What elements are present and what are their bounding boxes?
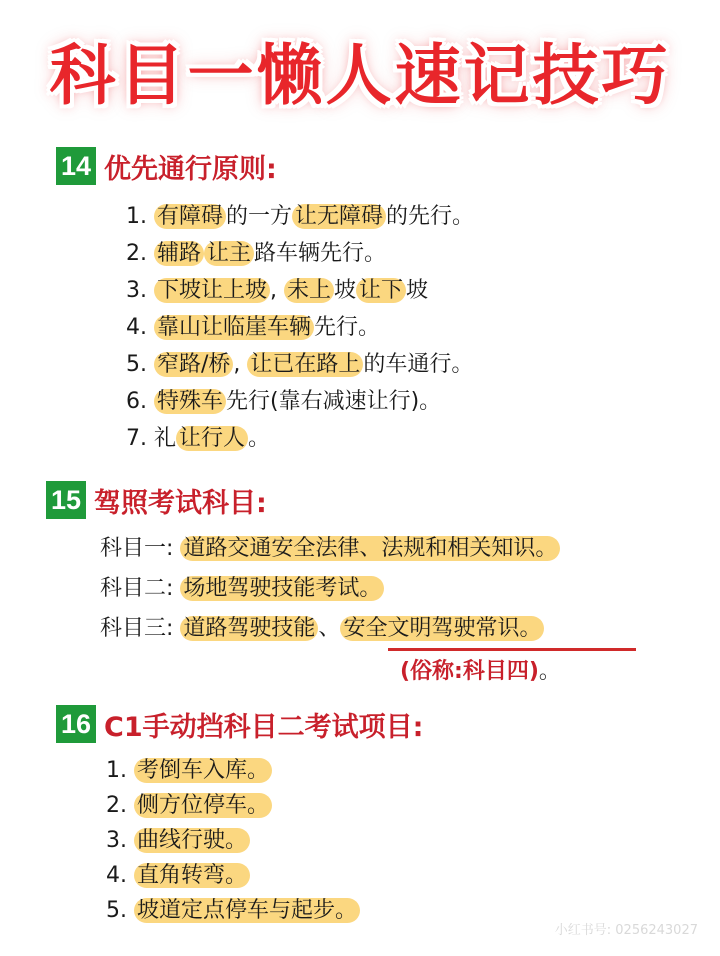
item-text: 科目三: xyxy=(100,616,181,641)
section-title: C1手动挡科目二考试项目: xyxy=(104,711,424,743)
highlighted-text: 让已在路上 xyxy=(247,352,363,377)
list-item xyxy=(126,348,473,382)
exam-note-text: (俗称:科目四) xyxy=(400,659,539,684)
highlighted-text: 让行人 xyxy=(176,426,248,451)
item-text: 坡 xyxy=(406,278,429,303)
page-title: 科目一懒人速记技巧 xyxy=(49,37,671,114)
list-item xyxy=(106,754,272,788)
item-text: 5. xyxy=(126,352,154,377)
item-text: 的先行。 xyxy=(386,204,475,229)
item-text: 先行(靠右减速让行)。 xyxy=(226,389,442,414)
list-item xyxy=(126,200,474,234)
item-text: 4. xyxy=(126,315,154,340)
item-text: 4. xyxy=(106,863,134,888)
highlighted-text: 曲线行驶。 xyxy=(134,828,250,853)
item-text: 。 xyxy=(248,426,271,451)
exam-note-tail: 。 xyxy=(538,659,561,684)
item-text: 6. xyxy=(126,389,154,414)
list-item xyxy=(100,532,560,566)
item-text: 2. xyxy=(126,241,154,266)
highlighted-text: 坡道定点停车与起步。 xyxy=(134,898,360,923)
section-title: 驾照考试科目: xyxy=(94,487,267,519)
section-title: 优先通行原则: xyxy=(104,153,277,185)
item-text: , xyxy=(233,352,248,377)
highlighted-text: 窄路/桥 xyxy=(154,352,233,377)
list-item xyxy=(106,894,360,928)
highlighted-text: 道路交通安全法律、法规和相关知识。 xyxy=(180,536,560,561)
item-text: 3. xyxy=(106,828,134,853)
item-text: 的一方 xyxy=(226,204,293,229)
item-text: 3. xyxy=(126,278,154,303)
list-item xyxy=(126,385,441,419)
list-item xyxy=(126,237,386,271)
highlighted-text: 靠山让临崖车辆 xyxy=(154,315,314,340)
list-item xyxy=(126,311,380,345)
list-item xyxy=(106,859,250,893)
watermark: 小红书号: 0256243027 xyxy=(554,923,698,938)
list-item xyxy=(126,274,428,308)
list-item xyxy=(100,612,544,646)
exam-note xyxy=(400,654,561,685)
highlighted-text: 让无障碍 xyxy=(292,204,386,229)
list-item xyxy=(126,422,270,456)
highlighted-text: 下坡让上坡 xyxy=(154,278,270,303)
item-text: 科目二: xyxy=(100,576,181,601)
section-number-badge: 16 xyxy=(56,705,96,743)
highlighted-text: 场地驾驶技能考试。 xyxy=(180,576,384,601)
underline-divider xyxy=(388,648,636,651)
item-text: 1. xyxy=(126,204,154,229)
item-text: 5. xyxy=(106,898,134,923)
highlighted-text: 道路驾驶技能 xyxy=(180,616,318,641)
item-text: , xyxy=(270,278,284,303)
section-number-badge: 14 xyxy=(56,147,96,185)
highlighted-text: 未上 xyxy=(284,278,334,303)
item-text: 7. 礼 xyxy=(126,426,176,451)
highlighted-text: 让主 xyxy=(204,241,254,266)
item-text: 、 xyxy=(318,616,341,641)
highlighted-text: 有障碍 xyxy=(154,204,226,229)
list-item xyxy=(106,824,250,858)
highlighted-text: 直角转弯。 xyxy=(134,863,250,888)
highlighted-text: 让下 xyxy=(356,278,406,303)
item-text: 1. xyxy=(106,758,134,783)
item-text: 2. xyxy=(106,793,134,818)
section-number-badge: 15 xyxy=(46,481,86,519)
highlighted-text: 安全文明驾驶常识。 xyxy=(340,616,544,641)
list-item xyxy=(106,789,272,823)
item-text: 先行。 xyxy=(314,315,381,340)
highlighted-text: 辅路 xyxy=(154,241,204,266)
item-text: 科目一: xyxy=(100,536,181,561)
item-text: 的车通行。 xyxy=(363,352,474,377)
highlighted-text: 侧方位停车。 xyxy=(134,793,272,818)
section-14-header xyxy=(56,146,277,186)
item-text: 路车辆先行。 xyxy=(254,241,387,266)
section-16-header xyxy=(56,704,423,744)
section-15-header xyxy=(46,480,267,520)
item-text: 坡 xyxy=(334,278,357,303)
highlighted-text: 考倒车入库。 xyxy=(134,758,272,783)
list-item xyxy=(100,572,384,606)
highlighted-text: 特殊车 xyxy=(154,389,226,414)
